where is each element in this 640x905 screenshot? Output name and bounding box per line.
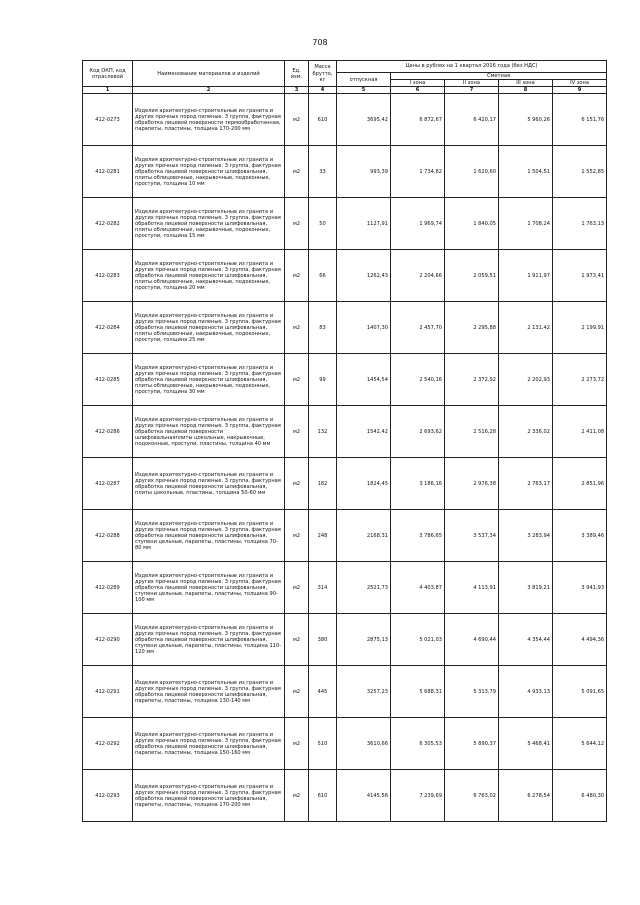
table-row: [83, 562, 607, 614]
row-name: Изделия архитектурно-строительные из гранита и других прочных пород пиленые. 3 группа, фактурная обработка лицевой поверхности шлифовальная, плиты цокольные, пластины, толщина 50-60 мм: [133, 458, 285, 510]
row-price-zone-4: 5 091,65: [553, 666, 607, 718]
row-name: Изделия архитектурно-строительные из гранита и других прочных пород пиленые. 3 группа, фактурная обработка лицевой поверхности шлифовальная, ступени цельные, парапеты, пластины, толщина 70-80 мм: [133, 510, 285, 562]
row-price-zone-1: 7 239,69: [391, 770, 445, 822]
table-row: [83, 718, 607, 770]
row-price-zone-1: 6 305,53: [391, 718, 445, 770]
row-code: 412-0293: [83, 770, 133, 822]
row-price-zone-1: 5 688,31: [391, 666, 445, 718]
row-name: Изделия архитектурно-строительные из гранита и других прочных пород пиленые. 3 группа, фактурная обработка лицевой поверхности шлифовальная, плиты облицовочные, накрывочные, подоконные, проступи, толщина 20 мм: [133, 250, 285, 302]
row-name: Изделия архитектурно-строительные из гранита и других прочных пород пиленые. 3 группа, фактурная обработка лицевой поверхности шлифовальная, плиты облицовочные, накрывочные, подоконные, проступи, толщина 10 мм: [133, 146, 285, 198]
row-price-zone-4: 6 151,76: [553, 94, 607, 146]
table-row: [83, 198, 607, 250]
row-price-zone-1: 3 786,65: [391, 510, 445, 562]
column-numbers-row: [83, 87, 607, 94]
row-price-zone-3: 2 202,93: [499, 354, 553, 406]
row-price-zone-2: 4 113,91: [445, 562, 499, 614]
row-price-zone-4: 4 494,36: [553, 614, 607, 666]
row-price-otpusknaya: 2168,31: [337, 510, 391, 562]
row-price-zone-4: 2 851,96: [553, 458, 607, 510]
row-price-zone-3: 3 819,21: [499, 562, 553, 614]
row-mass: 50: [309, 198, 337, 250]
table-row: [83, 770, 607, 822]
row-mass: 132: [309, 406, 337, 458]
table-row: [83, 406, 607, 458]
row-price-zone-1: 2 540,16: [391, 354, 445, 406]
row-price-zone-2: 2 372,92: [445, 354, 499, 406]
column-number: 6: [391, 87, 445, 94]
row-name: Изделия архитектурно-строительные из гранита и других прочных пород пиленые. 3 группа, фактурная обработка лицевой поверхности шлифовальная, парапеты, пластины, толщина 150-160 мм: [133, 718, 285, 770]
row-price-zone-2: 1 840,05: [445, 198, 499, 250]
row-price-zone-1: 5 021,03: [391, 614, 445, 666]
column-number: 9: [553, 87, 607, 94]
page-number: 708: [312, 38, 328, 47]
table-row: [83, 614, 607, 666]
row-price-zone-3: 1 911,97: [499, 250, 553, 302]
row-mass: 610: [309, 770, 337, 822]
row-price-zone-4: 1 763,13: [553, 198, 607, 250]
row-unit: м2: [285, 302, 309, 354]
row-price-otpusknaya: 1824,45: [337, 458, 391, 510]
row-price-otpusknaya: 3610,66: [337, 718, 391, 770]
row-code: 412-0292: [83, 718, 133, 770]
row-code: 412-0287: [83, 458, 133, 510]
row-price-otpusknaya: 1127,91: [337, 198, 391, 250]
row-price-otpusknaya: 2521,73: [337, 562, 391, 614]
row-price-zone-3: 2 336,02: [499, 406, 553, 458]
row-price-zone-4: 3 941,93: [553, 562, 607, 614]
row-unit: м2: [285, 354, 309, 406]
row-price-otpusknaya: 1542,42: [337, 406, 391, 458]
row-code: 412-0288: [83, 510, 133, 562]
row-mass: 83: [309, 302, 337, 354]
row-name: Изделия архитектурно-строительные из гранита и других прочных пород пиленые. 3 группа, фактурная обработка лицевой поверхности шлифовальная, парапеты, пластины, толщина 130-140 мм: [133, 666, 285, 718]
row-price-zone-3: 6 278,54: [499, 770, 553, 822]
header-smetnaya: Сметная: [391, 73, 607, 80]
row-price-zone-2: 6 420,17: [445, 94, 499, 146]
row-mass: 182: [309, 458, 337, 510]
header-name: Наименование материалов и изделий: [133, 61, 285, 87]
header-otpusknaya: отпускная: [337, 73, 391, 87]
row-price-zone-4: 6 480,30: [553, 770, 607, 822]
row-price-zone-1: 1 734,82: [391, 146, 445, 198]
row-unit: м2: [285, 198, 309, 250]
table-row: [83, 302, 607, 354]
row-unit: м2: [285, 666, 309, 718]
row-mass: 248: [309, 510, 337, 562]
header-zone-3: III зона: [499, 80, 553, 87]
row-price-zone-1: 6 872,67: [391, 94, 445, 146]
row-price-zone-3: 4 933,13: [499, 666, 553, 718]
column-number: 4: [309, 87, 337, 94]
row-price-zone-2: 2 976,38: [445, 458, 499, 510]
row-code: 412-0285: [83, 354, 133, 406]
row-mass: 314: [309, 562, 337, 614]
row-price-zone-3: 1 708,24: [499, 198, 553, 250]
row-price-zone-4: 2 273,72: [553, 354, 607, 406]
row-price-otpusknaya: 3695,42: [337, 94, 391, 146]
header-zone-2: II зона: [445, 80, 499, 87]
row-price-otpusknaya: 1407,30: [337, 302, 391, 354]
header-code: Код ОКП, код отраслевой: [83, 61, 133, 87]
column-number: 5: [337, 87, 391, 94]
row-mass: 33: [309, 146, 337, 198]
row-price-zone-1: 2 457,70: [391, 302, 445, 354]
row-price-zone-2: 5 313,79: [445, 666, 499, 718]
row-name: Изделия архитектурно-строительные из гранита и других прочных пород пиленые. 3 группа, фактурная обработка лицевой поверхности шлифовальная, ступени цельные, парапеты, пластины, толщина 90-100 мм: [133, 562, 285, 614]
row-price-zone-3: 1 504,51: [499, 146, 553, 198]
row-unit: м2: [285, 614, 309, 666]
row-price-otpusknaya: 1454,54: [337, 354, 391, 406]
column-number: 8: [499, 87, 553, 94]
row-price-zone-2: 2 516,28: [445, 406, 499, 458]
table-row: [83, 146, 607, 198]
column-number: 2: [133, 87, 285, 94]
row-unit: м2: [285, 250, 309, 302]
header-mass: Масса брутто, кг: [309, 61, 337, 87]
row-price-otpusknaya: 993,39: [337, 146, 391, 198]
row-price-zone-1: 3 186,16: [391, 458, 445, 510]
row-unit: м2: [285, 718, 309, 770]
row-unit: м2: [285, 458, 309, 510]
row-price-zone-2: 3 537,34: [445, 510, 499, 562]
row-price-zone-4: 1 552,85: [553, 146, 607, 198]
row-code: 412-0286: [83, 406, 133, 458]
row-price-zone-3: 5 960,26: [499, 94, 553, 146]
row-name: Изделия архитектурно-строительные из гранита и других прочных пород пиленые. 3 группа, фактурная обработка лицевой поверхности шлифовальная, плиты облицовочные, накрывочные, подоконные, проступи, толщина 30 мм: [133, 354, 285, 406]
table-row: [83, 354, 607, 406]
row-price-zone-2: 4 690,44: [445, 614, 499, 666]
row-price-zone-1: 2 204,66: [391, 250, 445, 302]
row-code: 412-0283: [83, 250, 133, 302]
row-unit: м2: [285, 510, 309, 562]
row-code: 412-0290: [83, 614, 133, 666]
row-code: 412-0282: [83, 198, 133, 250]
row-code: 412-0281: [83, 146, 133, 198]
header-zone-4: IV зона: [553, 80, 607, 87]
row-unit: м2: [285, 562, 309, 614]
price-table: [82, 60, 607, 822]
row-mass: 610: [309, 94, 337, 146]
row-code: 412-0289: [83, 562, 133, 614]
row-price-zone-2: 2 295,88: [445, 302, 499, 354]
row-mass: 510: [309, 718, 337, 770]
column-number: 7: [445, 87, 499, 94]
row-price-zone-2: 5 890,37: [445, 718, 499, 770]
row-price-otpusknaya: 2875,13: [337, 614, 391, 666]
row-name: Изделия архитектурно-строительные из гранита и других прочных пород пиленые. 3 группа, фактурная обработка лицевой поверхности шлифовальная, ступени цельные, парапеты, пластины, толщина 110-120 мм: [133, 614, 285, 666]
row-unit: м2: [285, 146, 309, 198]
row-price-zone-3: 2 763,17: [499, 458, 553, 510]
row-name: Изделия архитектурно-строительные из гранита и других прочных пород пиленые. 3 группа, фактурная обработка лицевой поверхности шлифовальная, плиты облицовочные, накрывочные, подоконные, проступи, толщина 15 мм: [133, 198, 285, 250]
row-unit: м2: [285, 770, 309, 822]
row-name: Изделия архитектурно-строительные из гранита и других прочных пород пиленые. 3 группа, фактурная обработка лицевой поверхности термообработанная, парапеты, пластины, толщина 170-200 мм: [133, 94, 285, 146]
table-row: [83, 510, 607, 562]
table-row: [83, 666, 607, 718]
row-price-zone-2: 2 059,51: [445, 250, 499, 302]
column-number: 3: [285, 87, 309, 94]
row-price-otpusknaya: 1262,43: [337, 250, 391, 302]
row-price-zone-4: 2 411,08: [553, 406, 607, 458]
row-mass: 66: [309, 250, 337, 302]
row-name: Изделия архитектурно-строительные из гранита и других прочных пород пиленые. 3 группа, фактурная обработка лицевой поверхности шлифовальная, плиты облицовочные, накрывочные, подоконные, проступи, толщина 25 мм: [133, 302, 285, 354]
row-price-zone-2: 1 620,60: [445, 146, 499, 198]
row-price-otpusknaya: 4145,56: [337, 770, 391, 822]
header-price-group: Цены в рублях на 1 квартал 2016 года (без НДС): [337, 61, 607, 73]
table-row: [83, 94, 607, 146]
row-mass: 445: [309, 666, 337, 718]
row-price-zone-2: 6 763,02: [445, 770, 499, 822]
row-unit: м2: [285, 406, 309, 458]
row-price-otpusknaya: 3257,23: [337, 666, 391, 718]
row-name: Изделия архитектурно-строительные из гранита и других прочных пород пиленые. 3 группа, фактурная обработка лицевой поверхности шлифовальнаяплиты цокольные, накрывочные, подоконные, проступи, пластины, толщина 40 мм: [133, 406, 285, 458]
table-row: [83, 250, 607, 302]
row-mass: 99: [309, 354, 337, 406]
row-price-zone-3: 5 468,41: [499, 718, 553, 770]
row-price-zone-3: 3 283,94: [499, 510, 553, 562]
row-code: 412-0291: [83, 666, 133, 718]
row-price-zone-4: 2 199,91: [553, 302, 607, 354]
row-price-zone-4: 1 973,41: [553, 250, 607, 302]
row-unit: м2: [285, 94, 309, 146]
row-code: 412-0284: [83, 302, 133, 354]
row-price-zone-1: 4 403,87: [391, 562, 445, 614]
row-price-zone-1: 2 693,62: [391, 406, 445, 458]
row-mass: 380: [309, 614, 337, 666]
table-row: [83, 458, 607, 510]
row-code: 412-0273: [83, 94, 133, 146]
row-price-zone-4: 5 644,12: [553, 718, 607, 770]
row-price-zone-4: 3 389,46: [553, 510, 607, 562]
row-name: Изделия архитектурно-строительные из гранита и других прочных пород пиленые. 3 группа, фактурная обработка лицевой поверхности шлифовальная, парапеты, пластины, толщина 170-200 мм: [133, 770, 285, 822]
header-unit: Ед. изм.: [285, 61, 309, 87]
row-price-zone-3: 4 354,44: [499, 614, 553, 666]
row-price-zone-1: 1 969,74: [391, 198, 445, 250]
header-zone-1: I зона: [391, 80, 445, 87]
row-price-zone-3: 2 131,42: [499, 302, 553, 354]
column-number: 1: [83, 87, 133, 94]
